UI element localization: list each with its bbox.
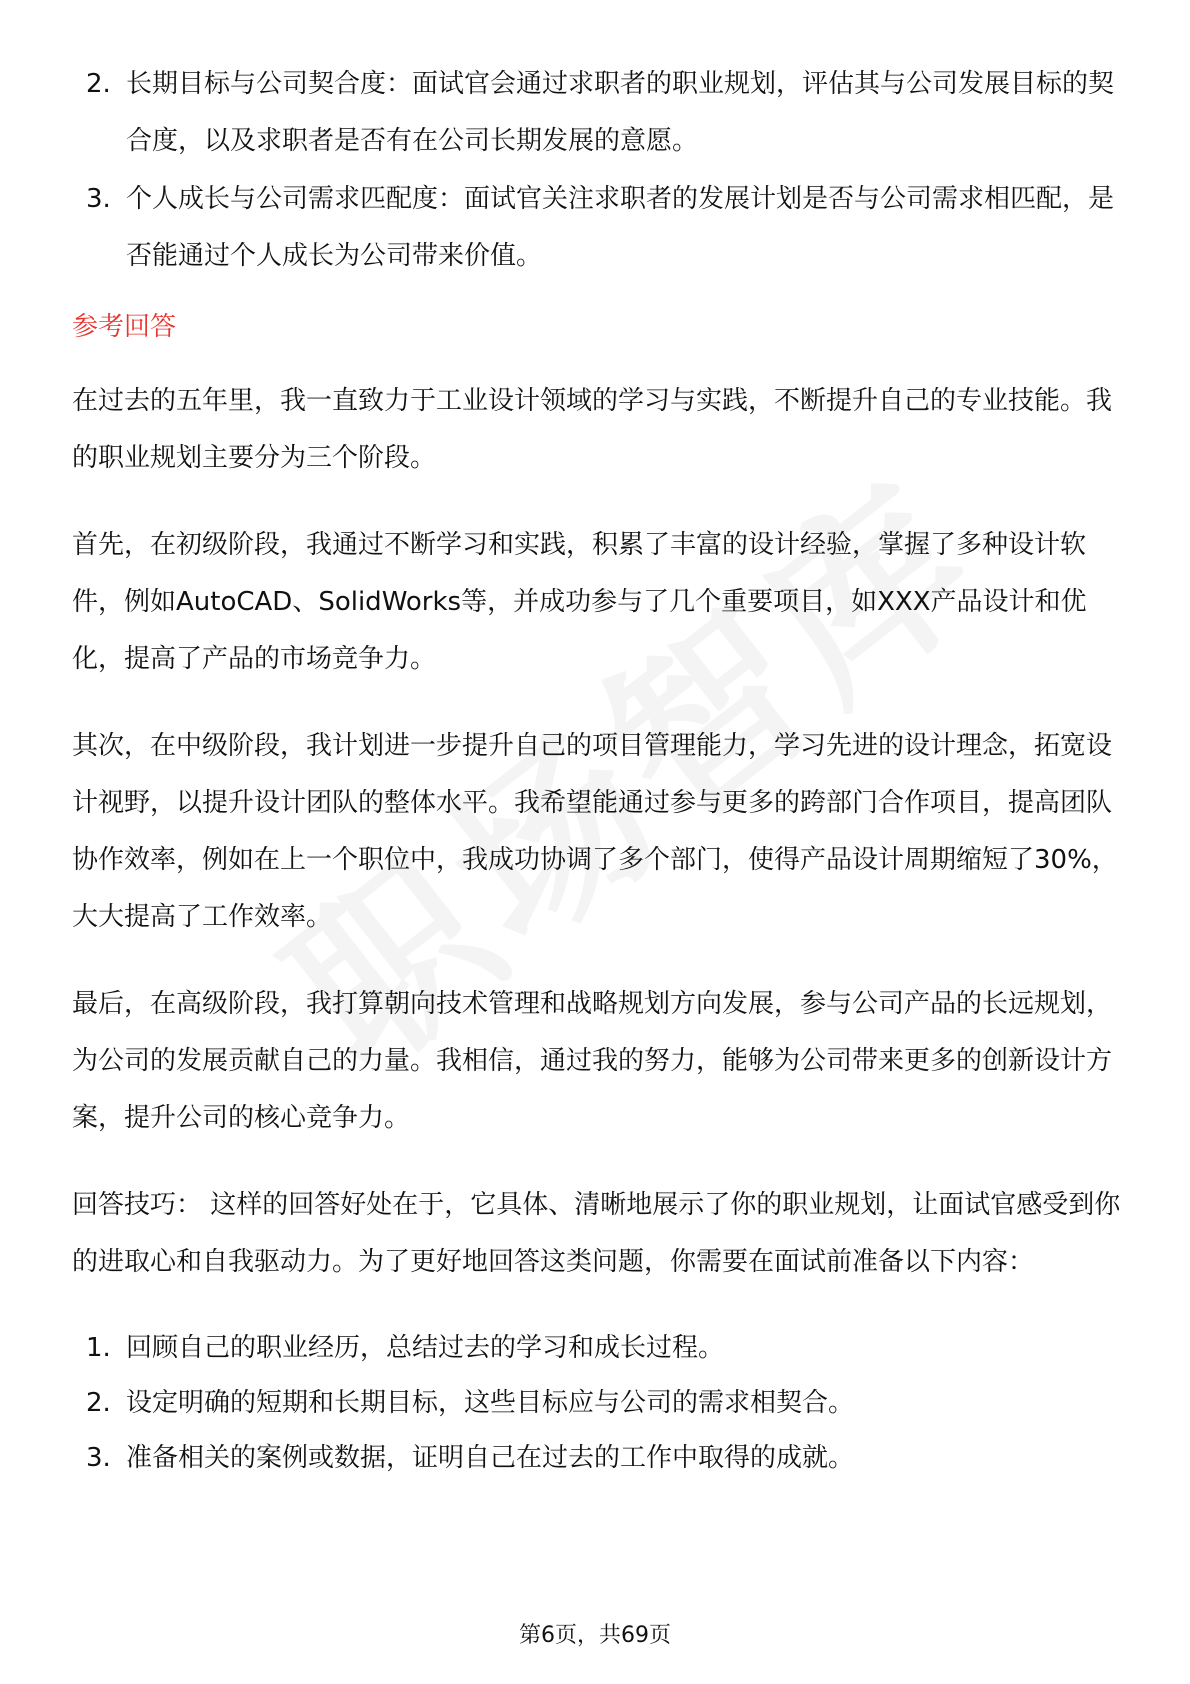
list-item-text: 个人成长与公司需求匹配度：面试官关注求职者的发展计划是否与公司需求相匹配，是否能通过个人成长为公司带来价值。 — [126, 184, 1115, 271]
list-item-text: 设定明确的短期和长期目标，这些目标应与公司的需求相契合。 — [126, 1388, 855, 1418]
list-item-number: 2. — [86, 1388, 111, 1418]
list-item — [72, 56, 1122, 170]
evaluation-criteria-list — [72, 56, 1122, 285]
preparation-list — [72, 1321, 1122, 1485]
list-item-number: 1. — [86, 1333, 111, 1363]
list-item-number: 3. — [86, 1443, 111, 1473]
paragraph-answer-tips: 回答技巧： 这样的回答好处在于，它具体、清晰地展示了你的职业规划，让面试官感受到你的进取心和自我驱动力。为了更好地回答这类问题，你需要在面试前准备以下内容： — [72, 1190, 1121, 1277]
section-title-reference-answer: 参考回答 — [72, 312, 177, 342]
list-item-number: 2. — [86, 69, 111, 99]
list-item-text: 回顾自己的职业经历，总结过去的学习和成长过程。 — [126, 1333, 725, 1363]
list-item — [72, 1376, 1122, 1430]
list-item-number: 3. — [86, 184, 111, 214]
paragraph: 首先，在初级阶段，我通过不断学习和实践，积累了丰富的设计经验，掌握了多种设计软件，例如AutoCAD、SolidWorks等，并成功参与了几个重要项目，如XXX产品设计和优化，提高了产品的市场竞争力。 — [72, 530, 1087, 674]
list-item-text: 准备相关的案例或数据，证明自己在过去的工作中取得的成就。 — [126, 1443, 855, 1473]
paragraph: 最后，在高级阶段，我打算朝向技术管理和战略规划方向发展，参与公司产品的长远规划，为公司的发展贡献自己的力量。我相信，通过我的努力，能够为公司带来更多的创新设计方案，提升公司的核心竞争力。 — [72, 989, 1113, 1133]
list-item — [72, 1431, 1122, 1485]
page-content — [72, 56, 1122, 1486]
page-number-footer: 第6页，共69页 — [519, 1623, 671, 1648]
list-item-text: 长期目标与公司契合度：面试官会通过求职者的职业规划，评估其与公司发展目标的契合度，以及求职者是否有在公司长期发展的意愿。 — [126, 69, 1115, 156]
paragraph: 其次，在中级阶段，我计划进一步提升自己的项目管理能力，学习先进的设计理念，拓宽设计视野，以提升设计团队的整体水平。我希望能通过参与更多的跨部门合作项目，提高团队协作效率，例如在上一个职位中，我成功协调了多个部门，使得产品设计周期缩短了30%，大大提高了工作效率。 — [72, 731, 1118, 932]
list-item — [72, 171, 1122, 285]
paragraph: 在过去的五年里，我一直致力于工业设计领域的学习与实践，不断提升自己的专业技能。我的职业规划主要分为三个阶段。 — [72, 386, 1113, 473]
list-item — [72, 1321, 1122, 1375]
